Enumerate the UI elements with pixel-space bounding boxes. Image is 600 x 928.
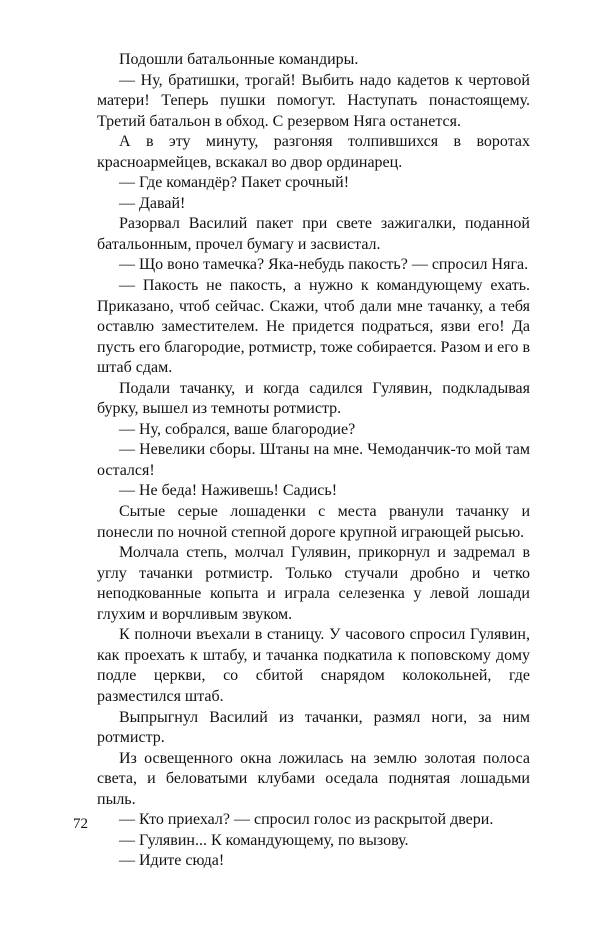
paragraph: — Пакость не пакость, а нужно к командующему ехать. Приказано, чтоб сейчас. Скажи, чтоб дали мне тачанку, а тебя оставлю заместителем. Не придется подраться, язви его! Да пусть его благородие, ротмистр, тоже собирается. Разом и его в штаб сдам. (97, 277, 530, 377)
paragraph: Разорвал Василий пакет при свете зажигалки, поданной батальонным, прочел бумагу и засвистал. (97, 215, 530, 253)
paragraph: — Що воно тамечка? Яка-небудь пакость? — спросил Няга. (119, 256, 529, 274)
paragraph: — Ну, собрался, ваше благородие? (119, 420, 356, 438)
paragraph: — Где командёр? Пакет срочный! (119, 174, 350, 192)
paragraph: — Не беда! Наживешь! Садись! (119, 482, 338, 500)
paragraph: А в эту минуту, разгоняя толпившихся в воротах красноармейцев, вскакал во двор ординарец. (97, 133, 530, 171)
paragraph: — Гулявин... К командующему, по вызову. (119, 831, 409, 849)
paragraph: — Ну, братишки, трогай! Выбить надо кадетов к чертовой матери! Теперь пушки помогут. Наступать понастоящему. Третий батальон в обход. С резервом Няга останется. (97, 71, 530, 130)
paragraph: Молчала степь, молчал Гулявин, прикорнул и задремал в углу тачанки ротмистр. Только стучали дробно и четко неподкованные копыта и играла селезенка у левой лошади глухим и ворчливым звуком. (97, 544, 530, 623)
paragraph: — Кто приехал? — спросил голос из раскрытой двери. (119, 811, 494, 829)
paragraph: К полночи въехали в станицу. У часового спросил Гулявин, как проехать к штабу, и тачанка подкатила к поповскому дому подле церкви, со сбитой снарядом колокольней, где разместился штаб. (97, 626, 530, 705)
page-number: 72 (73, 816, 88, 832)
paragraph: Подошли батальонные командиры. (119, 51, 359, 68)
paragraph: — Давай! (119, 194, 186, 212)
paragraph: Из освещенного окна ложилась на землю золотая полоса света, и беловатыми клубами оседала поднятая лошадьми пыль. (97, 749, 530, 808)
paragraph: Подали тачанку, и когда садился Гулявин, подкладывая бурку, вышел из темноты ротмистр. (97, 379, 530, 418)
paragraph: — Идите сюда! (119, 852, 225, 870)
paragraph: Выпрыгнул Василий из тачанки, размял ноги, за ним ротмистр. (97, 708, 530, 747)
paragraph: — Невелики сборы. Штаны на мне. Чемоданчик-то мой там остался! (97, 441, 530, 479)
page-text (97, 50, 530, 872)
paragraph: Сытые серые лошаденки с места рванули тачанку и понесли по ночной степной дороге крупной играющей рысью. (97, 503, 530, 541)
